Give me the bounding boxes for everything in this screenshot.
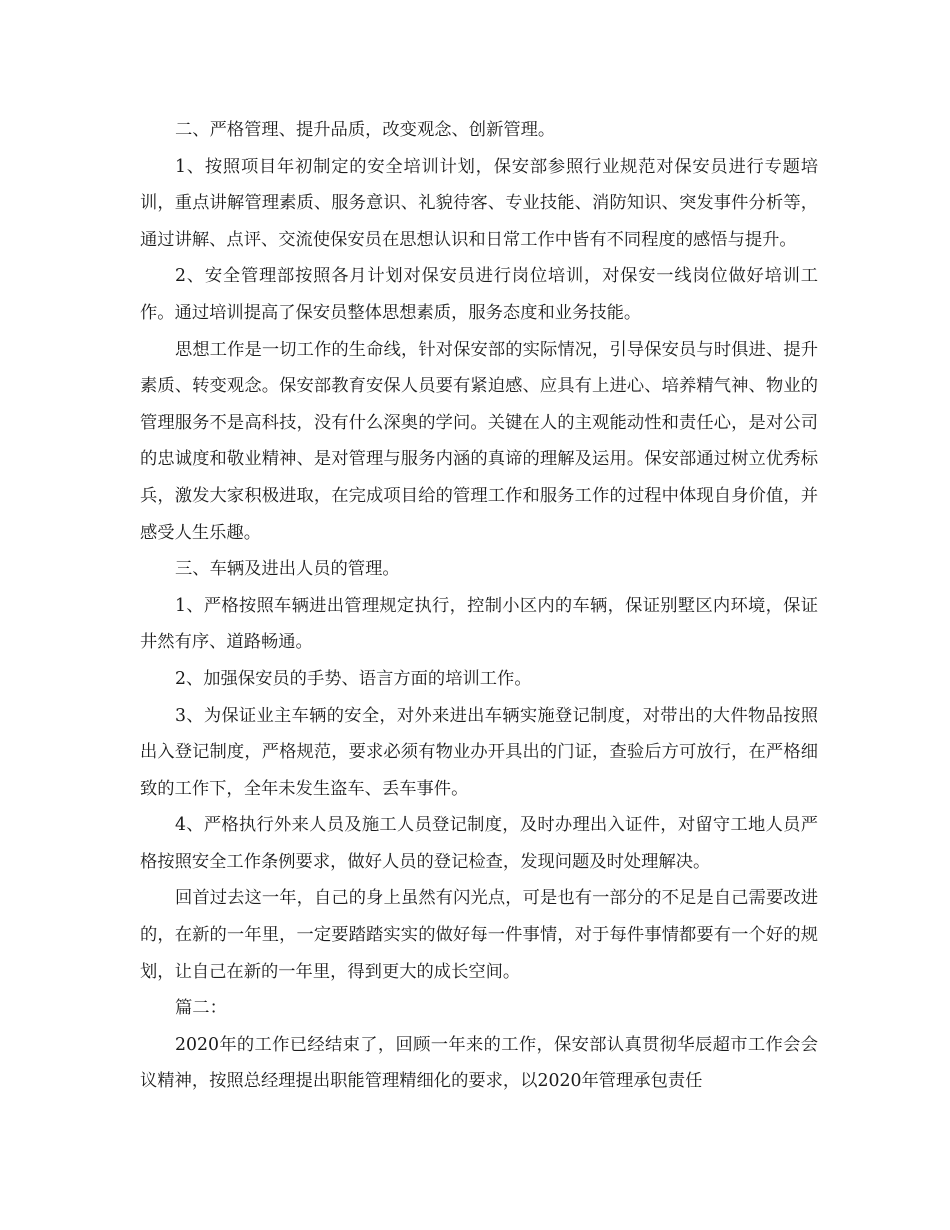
paragraph-visitor-registration: 4、严格执行外来人员及施工人员登记制度，及时办理出入证件，对留守工地人员严格按照安全工作条例要求，做好人员的登记检查，发现问题及时处理解决。	[140, 815, 818, 872]
paragraph-gesture-training: 2、加强保安员的手势、语言方面的培训工作。	[175, 668, 532, 689]
document-body	[140, 112, 818, 1100]
section-heading-part-two: 篇二：	[175, 998, 227, 1019]
paragraph-part-two-intro: 2020年的工作已经结束了，回顾一年来的工作，保安部认真贯彻华辰超市工作会会议精神，按照总经理提出职能管理精细化的要求，以2020年管理承包责任	[140, 1034, 818, 1092]
section-heading-two: 二、严格管理、提升品质，改变观念、创新管理。	[175, 120, 556, 140]
paragraph-year-review: 回首过去这一年，自己的身上虽然有闪光点，可是也有一部分的不足是自己需要改进的，在新的一年里，一定要踏踏实实的做好每一件事情，对于每件事情都要有一个好的规划，让自己在新的一年里，得到更大的成长空间。	[140, 888, 818, 982]
paragraph-post-training: 2、安全管理部按照各月计划对保安员进行岗位培训，对保安一线岗位做好培训工作。通过培训提高了保安员整体思想素质，服务态度和业务技能。	[140, 266, 818, 323]
paragraph-ideological-work: 思想工作是一切工作的生命线，针对保安部的实际情况，引导保安员与时俱进、提升素质、转变观念。保安部教育安保人员要有紧迫感、应具有上进心、培养精气神、物业的管理服务不是高科技，没有什么深奥的学问。关键在人的主观能动性和责任心，是对公司的忠诚度和敬业精神、是对管理与服务内涵的真谛的理解及运用。保安部通过树立优秀标兵，激发大家积极进取，在完成项目给的管理工作和服务工作的过程中体现自身价值，并感受人生乐趣。	[140, 339, 818, 543]
paragraph-vehicle-registration: 3、为保证业主车辆的安全，对外来进出车辆实施登记制度，对带出的大件物品按照出入登记制度，严格规范，要求必须有物业办开具出的门证，查验后方可放行，在严格细致的工作下，全年未发生盗车、丢车事件。	[140, 705, 818, 799]
paragraph-vehicle-rules: 1、严格按照车辆进出管理规定执行，控制小区内的车辆，保证别墅区内环境，保证井然有序、道路畅通。	[140, 595, 818, 653]
paragraph-training-plan: 1、按照项目年初制定的安全培训计划，保安部参照行业规范对保安员进行专题培训，重点讲解管理素质、服务意识、礼貌待客、专业技能、消防知识、突发事件分析等，通过讲解、点评、交流使保安员在思想认识和日常工作中皆有不同程度的感悟与提升。	[140, 156, 818, 250]
section-heading-three: 三、车辆及进出人员的管理。	[175, 559, 400, 580]
